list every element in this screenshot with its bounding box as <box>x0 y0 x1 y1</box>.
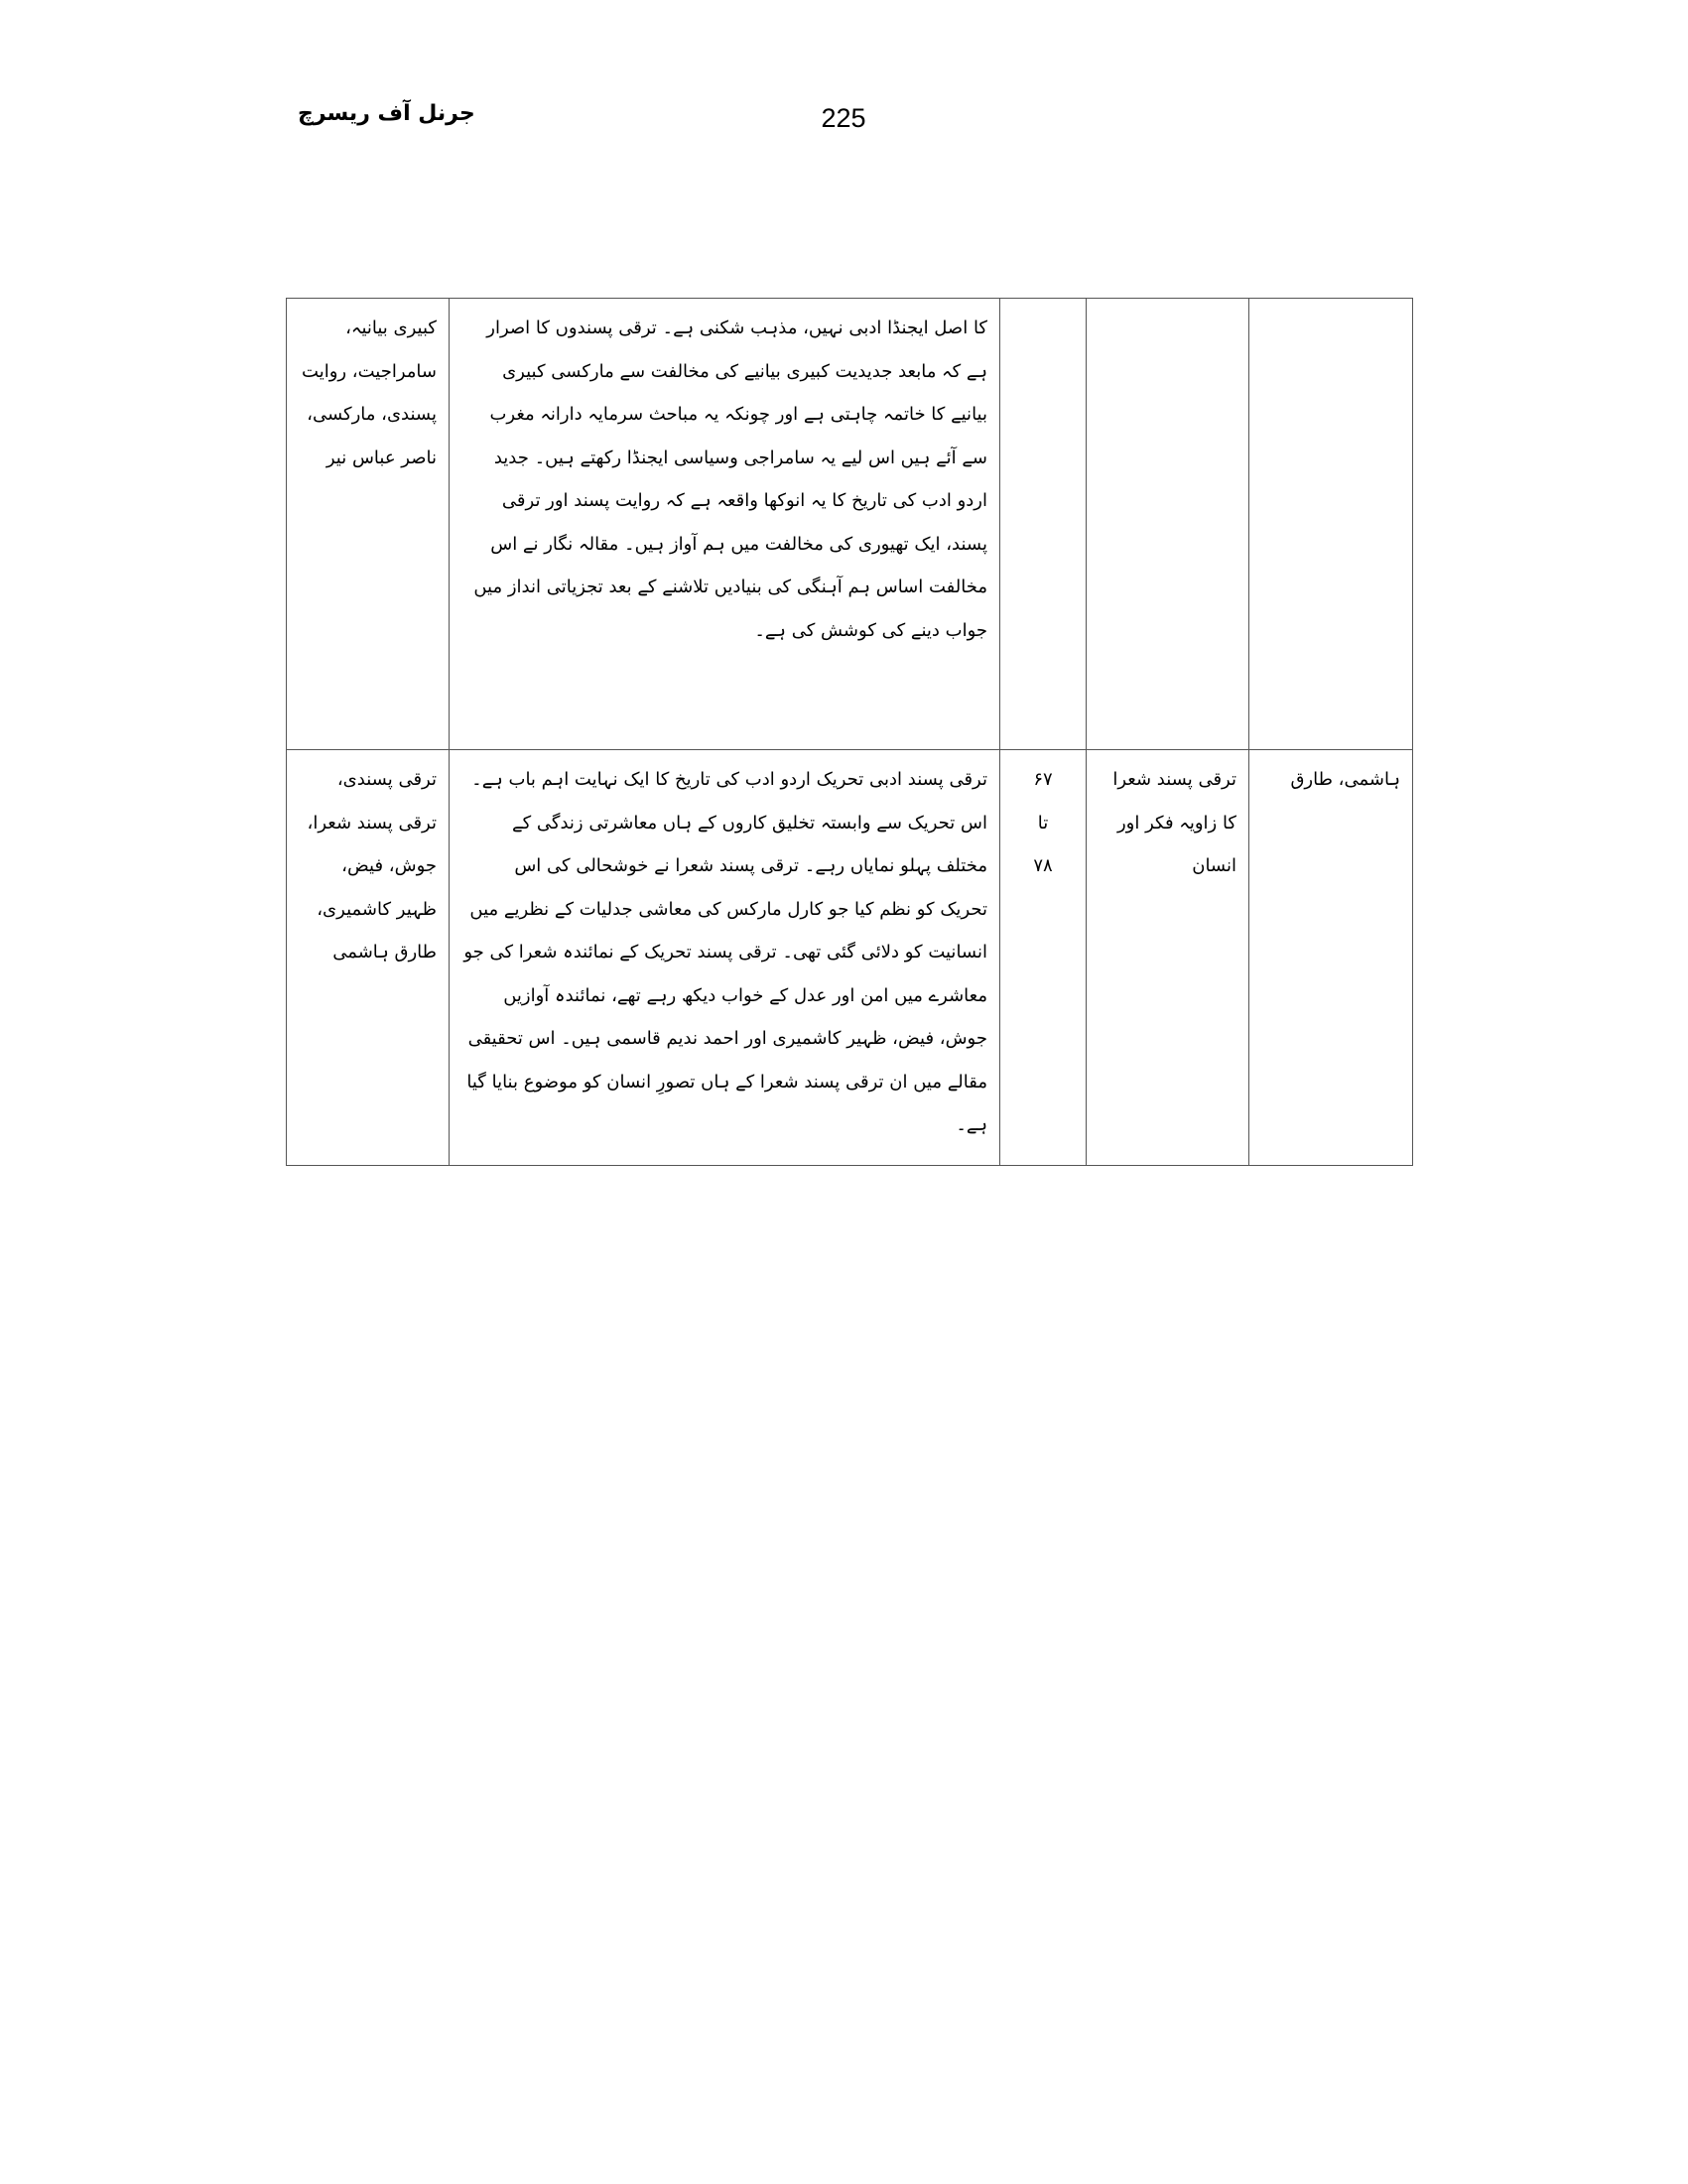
keywords-cell: کبیری بیانیہ، سامراجیت، روایت پسندی، مارکسی، ناصر عباس نیر <box>287 299 450 750</box>
journal-title: جرنل آف ریسرچ <box>298 101 475 126</box>
pages-to-label: تا <box>1037 812 1049 834</box>
pages-cell <box>1000 750 1087 1166</box>
title-cell: ترقی پسند شعرا کا زاویہ فکر اور انسان <box>1087 750 1249 1166</box>
reference-table <box>286 298 1413 1166</box>
table-row <box>287 750 1413 1166</box>
pages-to: ۷۸ <box>1033 855 1053 876</box>
author-cell <box>1249 299 1413 750</box>
author-cell: ہاشمی، طارق <box>1249 750 1413 1166</box>
title-cell <box>1087 299 1249 750</box>
keywords-cell: ترقی پسندی، ترقی پسند شعرا، جوش، فیض، ظہیر کاشمیری، طارق ہاشمی <box>287 750 450 1166</box>
abstract-cell: ترقی پسند ادبی تحریک اردو ادب کی تاریخ کا ایک نہایت اہم باب ہے۔ اس تحریک سے وابستہ تخلیق کاروں کے ہاں معاشرتی زندگی کے مختلف پہلو نمایاں رہے۔ ترقی پسند شعرا نے خوشحالی کی اس تحریک کو نظم کیا جو کارل مارکس کی معاشی جدلیات کے نظریے میں انسانیت کو دلائی گئی تھی۔ ترقی پسند تحریک کے نمائندہ شعرا کی جو معاشرے میں امن اور عدل کے خواب دیکھ رہے تھے، نمائندہ آوازیں جوش، فیض، ظہیر کاشمیری اور احمد ندیم قاسمی ہیں۔ اس تحقیقی مقالے میں ان ترقی پسند شعرا کے ہاں تصورِ انسان کو موضوع بنایا گیا ہے۔ <box>450 750 1000 1166</box>
table-row <box>287 299 1413 750</box>
page-number: 225 <box>821 103 866 133</box>
abstract-cell: کا اصل ایجنڈا ادبی نہیں، مذہب شکنی ہے۔ ترقی پسندوں کا اصرار ہے کہ مابعد جدیدیت کبیری بیانیے کی مخالفت سے مارکسی کبیری بیانیے کا خاتمہ چاہتی ہے اور چونکہ یہ مباحث سرمایہ دارانہ مغرب سے آئے ہیں اس لیے یہ سامراجی وسیاسی ایجنڈا رکھتے ہیں۔ جدید اردو ادب کی تاریخ کا یہ انوکھا واقعہ ہے کہ روایت پسند اور ترقی پسند، ایک تھیوری کی مخالفت میں ہم آواز ہیں۔ مقالہ نگار نے اس مخالفت اساس ہم آہنگی کی بنیادیں تلاشنے کے بعد تجزیاتی انداز میں جواب دینے کی کوشش کی ہے۔ <box>450 299 1000 750</box>
pages-cell <box>1000 299 1087 750</box>
pages-from: ۶۷ <box>1033 769 1053 790</box>
